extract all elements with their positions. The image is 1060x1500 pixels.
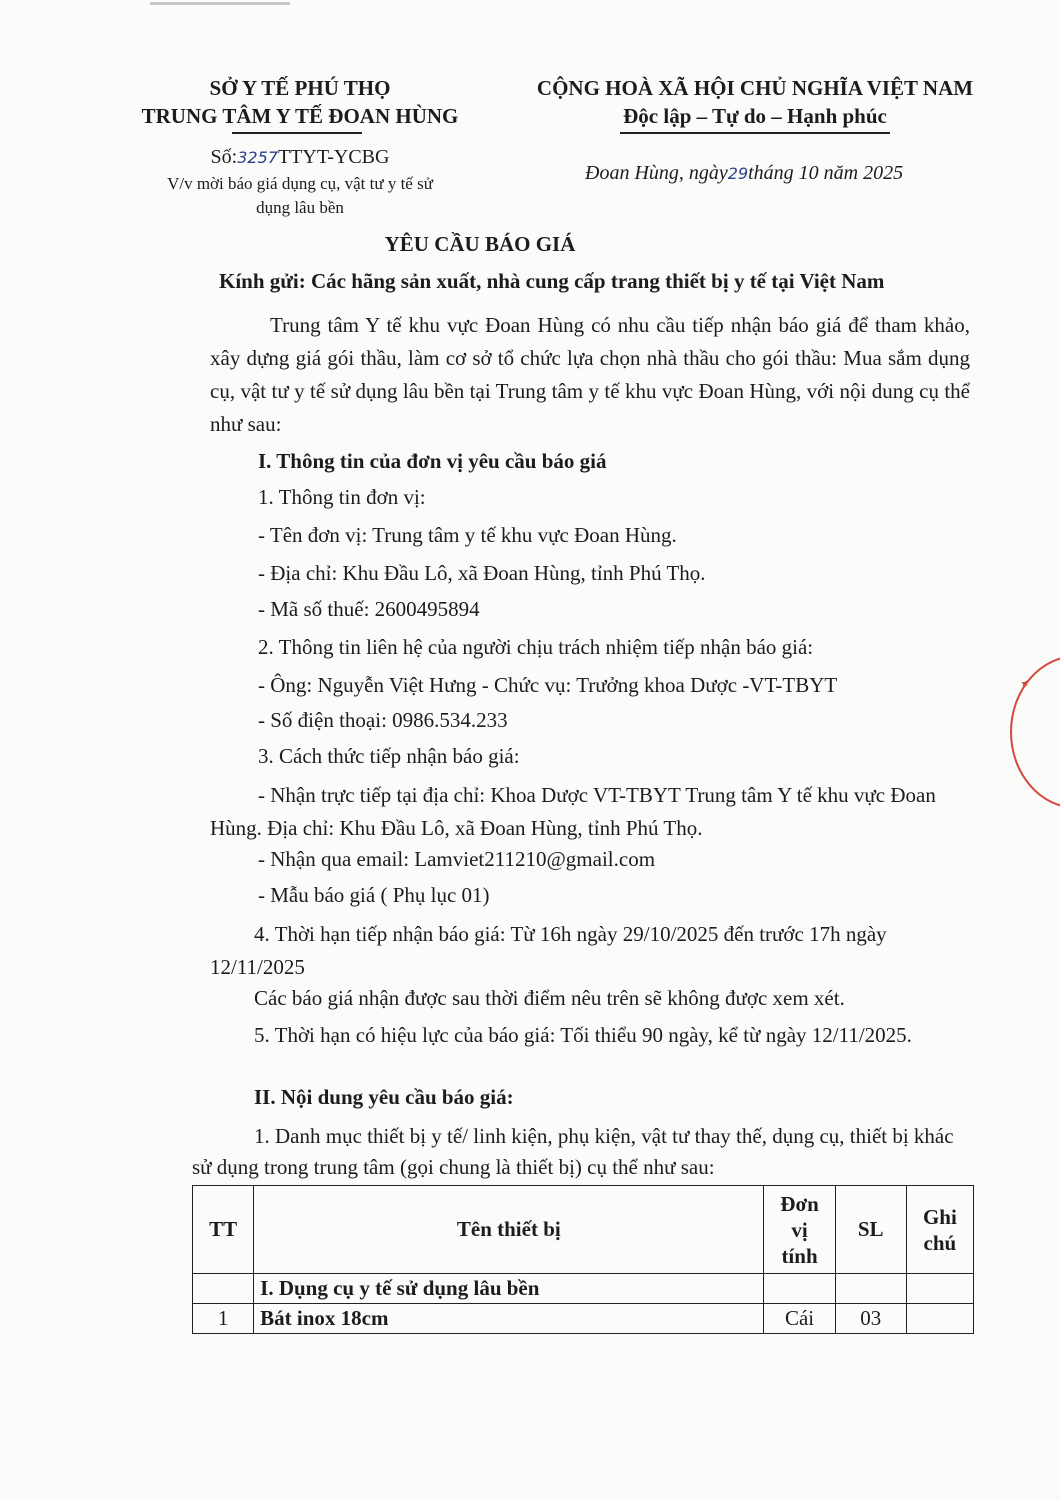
section-cell-empty xyxy=(193,1274,254,1304)
doc-no-handwritten: 3257 xyxy=(237,148,278,167)
date-suffix: tháng 10 năm 2025 xyxy=(748,162,904,184)
intro-paragraph: Trung tâm Y tế khu vực Đoan Hùng có nhu cầu tiếp nhận báo giá để tham khảo, xây dựng giá gói thầu, làm cơ sở tổ chức lựa chọn nhà thầu cho gói thầu: Mua sắm dụng cụ, vật tư y tế sử dụng lâu bền tại Trung tâm y tế khu vực Đoan Hùng, với nội dung cụ thể như sau: xyxy=(210,313,970,436)
country-name: CỘNG HOÀ XÃ HỘI CHỦ NGHĨA VIỆT NAM xyxy=(536,76,974,100)
section-cell-empty xyxy=(906,1274,973,1304)
subject-line-1: V/v mời báo giá dụng cụ, vật tư y tế sử xyxy=(167,174,433,193)
center-name: TRUNG TÂM Y TẾ ĐOAN HÙNG xyxy=(141,104,459,128)
section1-item1: 1. Thông tin đơn vị: xyxy=(258,485,426,509)
section2-heading: II. Nội dung yêu cầu báo giá: xyxy=(254,1085,514,1109)
unit-name: - Tên đơn vị: Trung tâm y tế khu vực Đoan Hùng. xyxy=(258,523,677,547)
section1-item4: 4. Thời hạn tiếp nhận báo giá: Từ 16h ngày 29/10/2025 đến trước 17h ngày 12/11/2025 xyxy=(210,922,887,979)
unit-tax-code: - Mã số thuế: 2600495894 xyxy=(258,597,480,621)
national-motto: Độc lập – Tự do – Hạnh phúc xyxy=(623,104,887,128)
header-name: Tên thiết bị xyxy=(254,1186,764,1274)
cell-unit: Cái xyxy=(764,1304,835,1334)
header-unit-line2: vị xyxy=(791,1217,808,1242)
section1-item2: 2. Thông tin liên hệ của người chịu trách nhiệm tiếp nhận báo giá: xyxy=(258,635,814,659)
cell-name: Bát inox 18cm xyxy=(254,1304,764,1334)
quote-form: - Mẫu báo giá ( Phụ lục 01) xyxy=(258,883,490,907)
equipment-table xyxy=(192,1185,974,1334)
table-header-row xyxy=(193,1186,974,1274)
header-unit xyxy=(764,1186,835,1274)
cell-note xyxy=(906,1304,973,1334)
email-receipt: - Nhận qua email: Lamviet211210@gmail.com xyxy=(258,847,656,871)
section1-item5: 5. Thời hạn có hiệu lực của báo giá: Tối thiểu 90 ngày, kể từ ngày 12/11/2025. xyxy=(254,1023,912,1047)
scan-artifact xyxy=(150,2,290,5)
cell-sl: 03 xyxy=(835,1304,906,1334)
section1-item3: 3. Cách thức tiếp nhận báo giá: xyxy=(258,744,520,768)
subject-line-2: dụng lâu bền xyxy=(256,198,344,217)
header-tt: TT xyxy=(193,1186,254,1274)
section-cell-empty xyxy=(835,1274,906,1304)
header-left-underline xyxy=(232,132,362,134)
official-stamp-fragment xyxy=(1010,655,1060,809)
header-unit-line3: tính xyxy=(781,1243,818,1268)
section1-heading: I. Thông tin của đơn vị yêu cầu báo giá xyxy=(258,449,607,473)
document-number xyxy=(120,146,480,169)
document-title: YÊU CẦU BÁO GIÁ xyxy=(384,232,576,256)
header-note-line1: Ghi xyxy=(922,1204,957,1229)
late-quote-note: Các báo giá nhận được sau thời điểm nêu trên sẽ không được xem xét. xyxy=(254,986,845,1010)
date-day-handwritten: 29 xyxy=(727,164,749,183)
header-sl: SL xyxy=(835,1186,906,1274)
header-note xyxy=(906,1186,973,1274)
table-section-row xyxy=(193,1274,974,1304)
contact-phone: - Số điện thoại: 0986.534.233 xyxy=(258,708,508,732)
header-note-line2: chú xyxy=(923,1230,957,1255)
ministry-name: SỞ Y TẾ PHÚ THỌ xyxy=(209,76,391,100)
stamp-mark: ✦ xyxy=(1016,676,1034,692)
issue-date xyxy=(585,162,903,185)
direct-receipt: - Nhận trực tiếp tại địa chỉ: Khoa Dược VT-TBYT Trung tâm Y tế khu vực Đoan Hùng. Địa chỉ: Khu Đầu Lô, xã Đoan Hùng, tỉnh Phú Thọ. xyxy=(210,783,936,840)
section-cell-title: I. Dụng cụ y tế sử dụng lâu bền xyxy=(254,1274,764,1304)
header-unit-line1: Đơn xyxy=(780,1191,819,1216)
contact-person: - Ông: Nguyễn Việt Hưng - Chức vụ: Trưởng khoa Dược -VT-TBYT xyxy=(258,673,838,697)
table-row xyxy=(193,1304,974,1334)
date-prefix: Đoan Hùng, ngày xyxy=(585,162,728,184)
doc-no-suffix: TTYT-YCBG xyxy=(277,146,390,168)
doc-no-prefix: Số: xyxy=(210,146,238,168)
recipient-line: Kính gửi: Các hãng sản xuất, nhà cung cấp trang thiết bị y tế tại Việt Nam xyxy=(219,269,885,293)
header-right-underline xyxy=(620,132,890,134)
section2-item1: 1. Danh mục thiết bị y tế/ linh kiện, phụ kiện, vật tư thay thế, dụng cụ, thiết bị khác sử dụng trong trung tâm (gọi chung là thiết bị) cụ thể như sau: xyxy=(192,1124,954,1179)
section-cell-empty xyxy=(764,1274,835,1304)
cell-tt: 1 xyxy=(193,1304,254,1334)
unit-address: - Địa chỉ: Khu Đầu Lô, xã Đoan Hùng, tỉnh Phú Thọ. xyxy=(258,561,706,585)
